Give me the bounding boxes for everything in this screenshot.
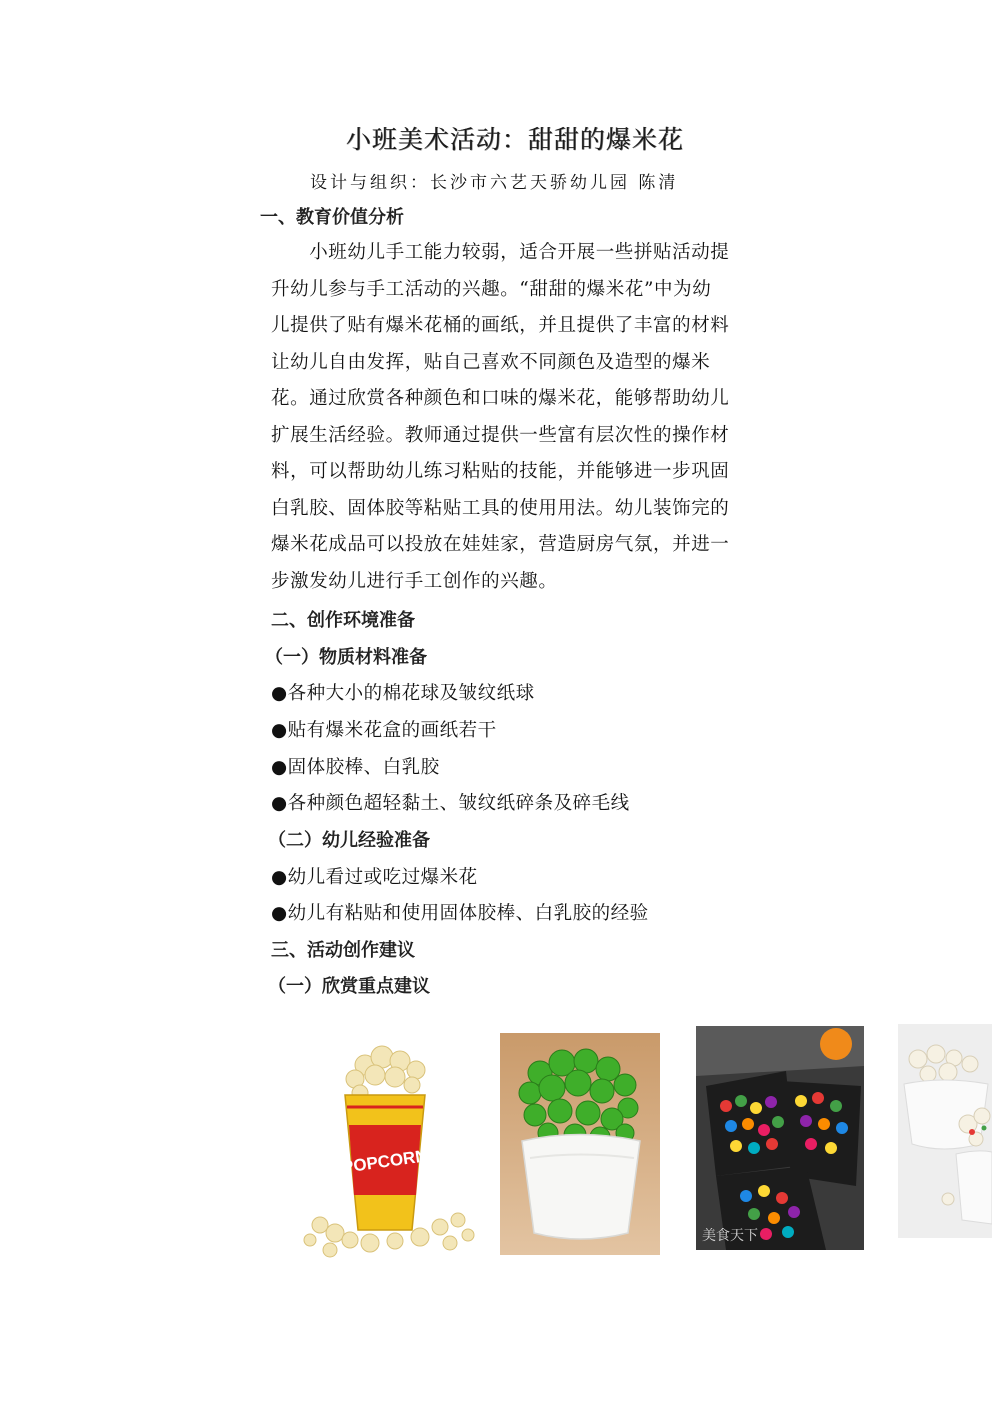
paragraph-line: 花。通过欣赏各种颜色和口味的爆米花，能够帮助幼儿 [271, 388, 730, 409]
document-subtitle: 设计与组织：长沙市六艺天骄幼儿园 陈清 [310, 173, 679, 193]
experience-list-item: ●幼儿有粘贴和使用固体胶棒、白乳胶的经验 [271, 903, 649, 924]
white-popcorn-photo [898, 1024, 992, 1238]
paragraph-line: 扩展生活经验。教师通过提供一些富有层次性的操作材 [271, 424, 730, 446]
paragraph-line: 小班幼儿手工能力较弱，适合开展一些拼贴活动提 [271, 242, 730, 263]
subheading-appreciation: （一）欣赏重点建议 [268, 976, 430, 997]
paragraph-line: 料，可以帮助幼儿练习粘贴的技能，并能够进一步巩固 [271, 461, 730, 482]
green-popcorn-photo [500, 1033, 660, 1255]
photo-watermark: 美食天下 [702, 1228, 758, 1244]
subheading-experience: （二）幼儿经验准备 [268, 830, 430, 851]
subheading-materials: （一）物质材料准备 [265, 647, 427, 668]
colorful-popcorn-photo [696, 1026, 864, 1250]
materials-list-item: ●固体胶棒、白乳胶 [271, 757, 440, 778]
pumpkin-icon [820, 1028, 852, 1060]
experience-list-item: ●幼儿看过或吃过爆米花 [271, 867, 478, 888]
section-heading-value-analysis: 一、教育价值分析 [260, 207, 404, 228]
value-analysis-paragraph [271, 235, 756, 600]
materials-list-item: ●贴有爆米花盒的画纸若干 [271, 720, 497, 741]
materials-list-item: ●各种颜色超轻黏土、皱纹纸碎条及碎毛线 [271, 793, 630, 814]
paragraph-line: 升幼儿参与手工活动的兴趣。“甜甜的爆米花”中为幼 [271, 278, 712, 300]
paragraph-line: 白乳胶、固体胶等粘贴工具的使用用法。幼儿装饰完的 [271, 497, 730, 519]
paragraph-line: 儿提供了贴有爆米花桶的画纸，并且提供了丰富的材料 [271, 315, 730, 336]
section-heading-suggestions: 三、活动创作建议 [271, 940, 415, 961]
section-heading-environment: 二、创作环境准备 [271, 610, 415, 631]
paragraph-line: 步激发幼儿进行手工创作的兴趣。 [271, 570, 558, 592]
paragraph-line: 让幼儿自由发挥，贴自己喜欢不同颜色及造型的爆米 [271, 351, 711, 373]
document-title: 小班美术活动：甜甜的爆米花 [345, 125, 684, 154]
paragraph-line: 爆米花成品可以投放在娃娃家，营造厨房气氛，并进一 [271, 534, 730, 555]
bucket-label: POPCORN [340, 1146, 429, 1177]
popcorn-bucket-photo [300, 1045, 480, 1265]
materials-list-item: ●各种大小的棉花球及皱纹纸球 [271, 683, 535, 704]
